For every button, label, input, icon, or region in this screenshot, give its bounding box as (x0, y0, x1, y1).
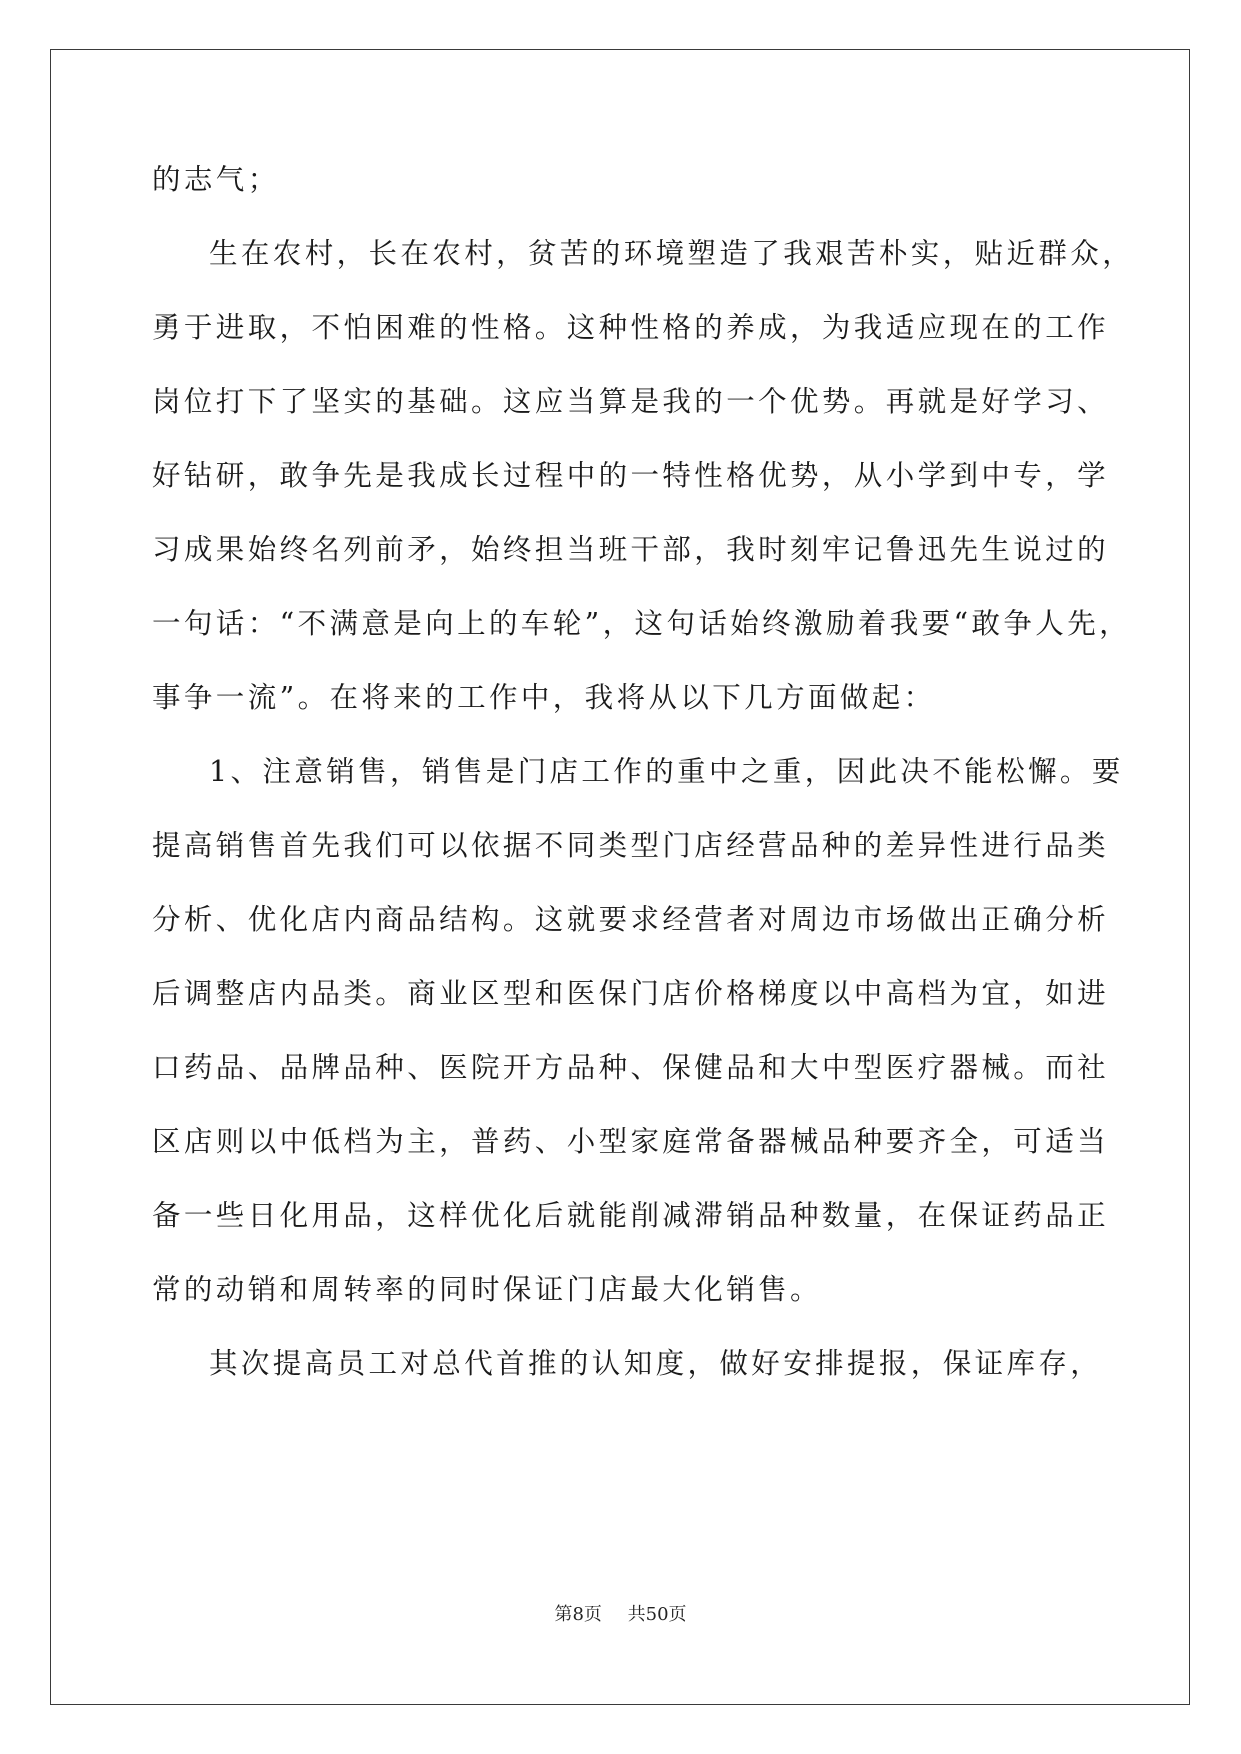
page-number: 第8页 (554, 1604, 602, 1625)
text-line: 后调整店内品类。商业区型和医保门店价格梯度以中高档为宜，如进 (152, 977, 1110, 1010)
page-total: 共50页 (627, 1604, 687, 1625)
text-line: 备一些日化用品，这样优化后就能削减滞销品种数量，在保证药品正 (152, 1199, 1110, 1232)
text-line: 口药品、品牌品种、医院开方品种、保健品和大中型医疗器械。而社 (152, 1051, 1110, 1084)
text-line: 勇于进取，不怕困难的性格。这种性格的养成，为我适应现在的工作 (152, 311, 1110, 344)
page-footer (0, 1600, 1241, 1626)
text-line: 常的动销和周转率的同时保证门店最大化销售。 (152, 1273, 822, 1306)
page-border (50, 49, 1190, 1705)
text-line: 一句话：“不满意是向上的车轮”，这句话始终激励着我要“敢争人先， (152, 607, 1132, 640)
text-line: 的志气； (152, 163, 280, 196)
text-line: 生在农村，长在农村，贫苦的环境塑造了我艰苦朴实，贴近群众， (209, 237, 1135, 270)
text-line: 提高销售首先我们可以依据不同类型门店经营品种的差异性进行品类 (152, 829, 1110, 862)
text-line: 事争一流”。在将来的工作中，我将从以下几方面做起： (152, 681, 936, 714)
text-line: 好钻研，敢争先是我成长过程中的一特性格优势，从小学到中专，学 (152, 459, 1110, 492)
text-line: 分析、优化店内商品结构。这就要求经营者对周边市场做出正确分析 (152, 903, 1110, 936)
text-line: 岗位打下了坚实的基础。这应当算是我的一个优势。再就是好学习、 (152, 385, 1110, 418)
text-line: 其次提高员工对总代首推的认知度，做好安排提报，保证库存， (209, 1347, 1103, 1380)
text-line: 区店则以中低档为主，普药、小型家庭常备器械品种要齐全，可适当 (152, 1125, 1110, 1158)
text-line: 习成果始终名列前矛，始终担当班干部，我时刻牢记鲁迅先生说过的 (152, 533, 1110, 566)
text-line: 1、注意销售，销售是门店工作的重中之重，因此决不能松懈。要 (209, 755, 1124, 788)
